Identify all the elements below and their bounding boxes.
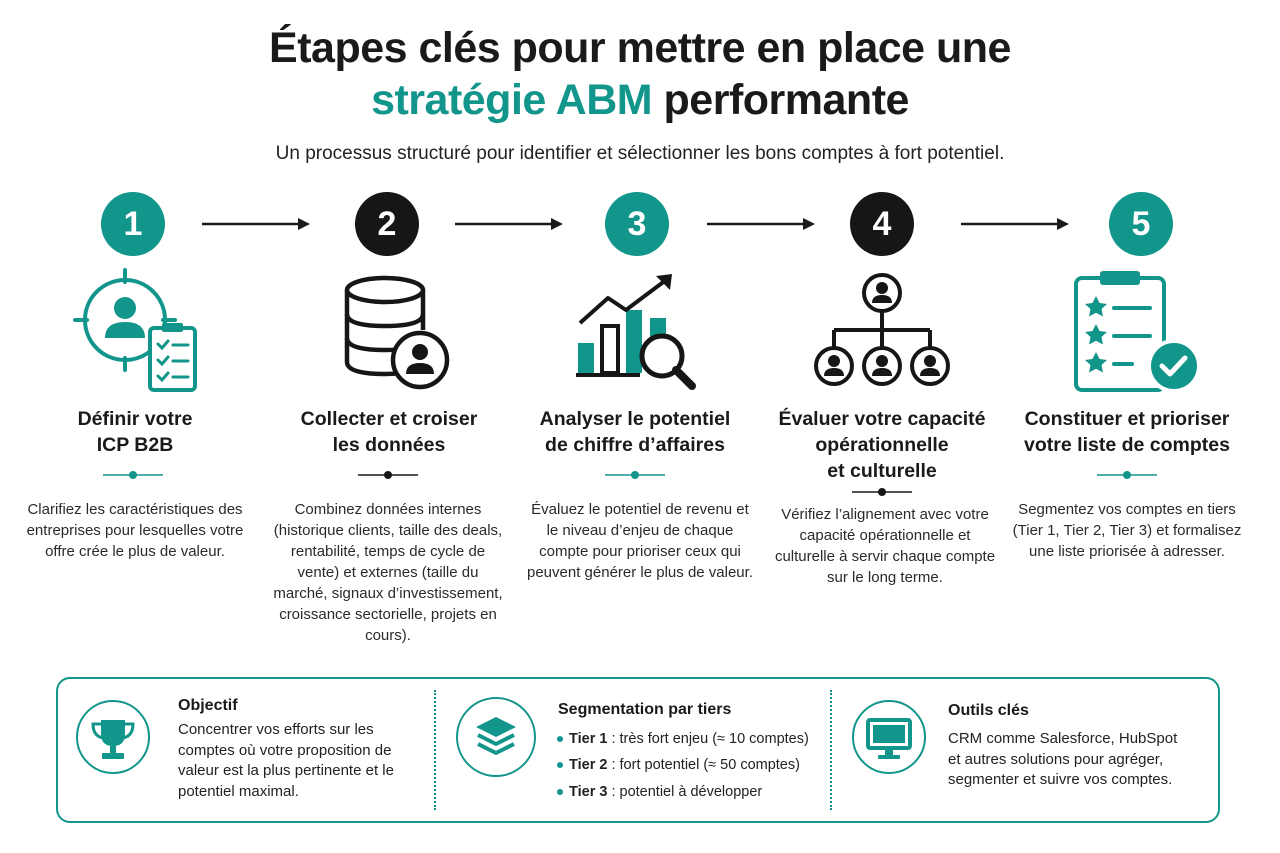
title-rest: performante bbox=[652, 76, 909, 124]
tier-text: : fort potentiel (≈ 50 comptes) bbox=[607, 757, 800, 773]
title-line-1: Étapes clés pour mettre en place une bbox=[269, 24, 1011, 72]
arrow-right-icon bbox=[961, 216, 1071, 232]
tools-title: Outils clés bbox=[948, 702, 1029, 719]
arrow-right-icon bbox=[455, 216, 565, 232]
arrow-right-icon bbox=[202, 216, 312, 232]
page-subtitle: Un processus structuré pour identifier et sélectionner les bons comptes à fort potentiel. bbox=[275, 143, 1005, 164]
divider-dot bbox=[1097, 469, 1157, 481]
bullet-dot bbox=[557, 762, 563, 768]
objective-text: Concentrer vos efforts sur les comptes où votre proposition de valeur est la plus pertinente et le potentiel maximal. bbox=[178, 721, 394, 800]
segmentation-title: Segmentation par tiers bbox=[558, 701, 732, 718]
panel-separator bbox=[830, 690, 832, 810]
step-title-line: de chiffre d’affaires bbox=[545, 434, 725, 456]
step-title-line: votre liste de comptes bbox=[1024, 434, 1230, 456]
tier-item-2 bbox=[557, 757, 800, 773]
tier-label: Tier 3 bbox=[569, 784, 608, 800]
step-title-line: et culturelle bbox=[827, 460, 937, 482]
step-1-title bbox=[15, 406, 255, 458]
step-title-line: Collecter et croiser bbox=[300, 408, 478, 430]
step-4-description: Vérifiez l’alignement avec votre capacité opérationnelle et culturelle à servir chaque compte sur le long terme. bbox=[774, 506, 996, 586]
arrow-right-icon bbox=[707, 216, 817, 232]
step-3-title bbox=[515, 406, 755, 458]
tier-item-1 bbox=[557, 731, 809, 747]
step-title-line: Définir votre bbox=[77, 408, 193, 430]
tier-text: : très fort enjeu (≈ 10 comptes) bbox=[607, 731, 809, 747]
monitor-icon bbox=[854, 702, 924, 772]
trophy-icon bbox=[78, 702, 148, 772]
step-4-badge: 4 bbox=[850, 192, 914, 256]
chart-magnifier-icon bbox=[570, 268, 710, 398]
step-title-line: Constituer et prioriser bbox=[1024, 408, 1230, 430]
title-accent: stratégie ABM bbox=[371, 76, 653, 124]
tier-text: : potentiel à développer bbox=[607, 784, 763, 800]
step-title-line: les données bbox=[332, 434, 446, 456]
divider-dot bbox=[103, 469, 163, 481]
tier-label: Tier 1 bbox=[569, 731, 608, 747]
divider-dot bbox=[605, 469, 665, 481]
segmentation-icon-circle bbox=[456, 697, 536, 777]
bullet-dot bbox=[557, 736, 563, 742]
tier-label: Tier 2 bbox=[569, 757, 608, 773]
step-5-description: Segmentez vos comptes en tiers (Tier 1, Tier 2, Tier 3) et formalisez une liste priorisée à adresser. bbox=[1012, 501, 1242, 560]
tier-item-3 bbox=[557, 784, 762, 800]
step-2-title bbox=[269, 406, 509, 458]
org-chart-icon bbox=[812, 268, 952, 398]
database-user-icon bbox=[330, 268, 470, 398]
step-1-description: Clarifiez les caractéristiques des entreprises pour lesquelles votre offre crée le plus de valeur. bbox=[26, 501, 244, 560]
title-line-2 bbox=[0, 74, 1280, 126]
layers-icon bbox=[458, 699, 534, 775]
step-4-title bbox=[762, 406, 1002, 484]
step-1-badge: 1 bbox=[101, 192, 165, 256]
divider-dot bbox=[358, 469, 418, 481]
step-5-badge: 5 bbox=[1109, 192, 1173, 256]
step-3-badge: 3 bbox=[605, 192, 669, 256]
target-user-checklist-icon bbox=[70, 268, 210, 398]
objective-icon-circle bbox=[76, 700, 150, 774]
step-title-line: Évaluer votre capacité bbox=[778, 408, 986, 430]
panel-separator bbox=[434, 690, 436, 810]
step-title-line: Analyser le potentiel bbox=[539, 408, 731, 430]
page-title bbox=[0, 22, 1280, 126]
objective-title: Objectif bbox=[178, 697, 238, 714]
tools-text: CRM comme Salesforce, HubSpot et autres solutions pour agréger, segmenter et suivre vos comptes. bbox=[948, 730, 1178, 788]
divider-dot bbox=[852, 486, 912, 498]
step-5-title bbox=[1007, 406, 1247, 458]
prioritized-list-check-icon bbox=[1066, 268, 1206, 398]
bullet-dot bbox=[557, 789, 563, 795]
step-2-description: Combinez données internes (historique clients, taille des deals, rentabilité, temps de cycle de vente) et externes (taille du marché, signaux d’investissement, croissance sectorielle, projets en cours). bbox=[273, 501, 503, 644]
step-title-line: ICP B2B bbox=[96, 434, 174, 456]
tools-icon-circle bbox=[852, 700, 926, 774]
step-3-description: Évaluez le potentiel de revenu et le niveau d’enjeu de chaque compte pour prioriser ceux qui peuvent générer le plus de valeur. bbox=[527, 501, 753, 581]
step-2-badge: 2 bbox=[355, 192, 419, 256]
step-title-line: opérationnelle bbox=[815, 434, 949, 456]
